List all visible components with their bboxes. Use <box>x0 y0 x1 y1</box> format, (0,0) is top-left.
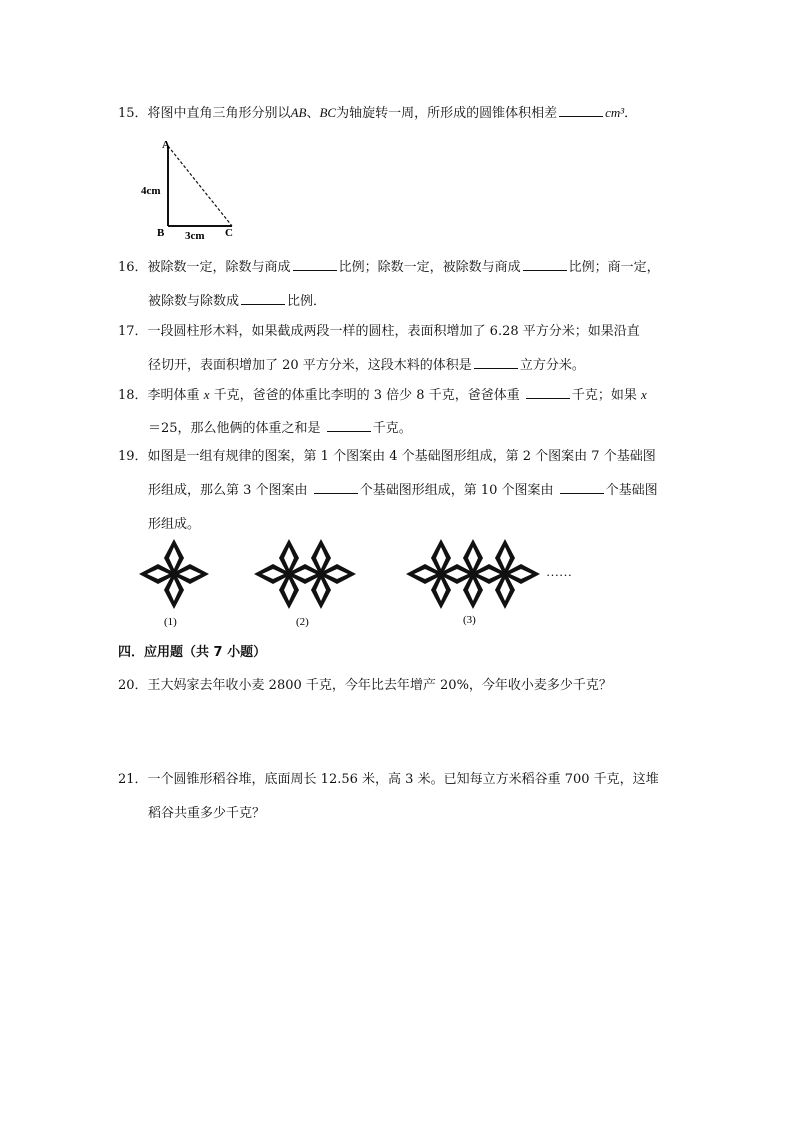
question-number: 20． <box>118 678 148 693</box>
question-text: 比例；除数一定，被除数与商成 <box>338 260 521 275</box>
question-text: 为轴旋转一周，所形成的圆锥体积相差 <box>336 106 558 121</box>
pattern-2 <box>254 539 356 609</box>
question-number: 19． <box>118 449 148 464</box>
question-number: 21． <box>118 772 148 787</box>
pattern-label-2: (2) <box>296 616 309 628</box>
question-15 <box>118 96 678 130</box>
answer-blank[interactable] <box>314 481 358 494</box>
question-text: 将图中直角三角形分别以 <box>147 106 291 121</box>
question-20 <box>118 669 678 703</box>
hypotenuse <box>168 146 232 226</box>
question-number: 15． <box>118 106 148 121</box>
answer-blank[interactable] <box>241 292 285 305</box>
ellipsis: …… <box>546 564 572 579</box>
right-triangle-figure <box>138 138 238 243</box>
answer-blank[interactable] <box>559 104 603 117</box>
question-text: 千克，爸爸的体重比李明的 3 倍少 8 千克，爸爸体重 <box>213 388 520 403</box>
period: ． <box>624 106 638 121</box>
question-text: 比例；商一定， <box>568 260 660 275</box>
section-heading: 四．应用题（共 7 小题） <box>118 645 267 660</box>
pattern-1 <box>139 539 209 609</box>
answer-blank[interactable] <box>293 258 337 271</box>
question-text: ＝25，那么他俩的体重之和是 <box>148 421 321 436</box>
question-number: 18． <box>118 388 148 403</box>
question-text: 形组成，那么第 3 个图案由 <box>148 483 308 498</box>
vertex-a: A <box>162 139 170 151</box>
question-text: 径切开，表面积增加了 20 平方分米，这段木料的体积是 <box>148 358 472 373</box>
answer-blank[interactable] <box>560 481 604 494</box>
label-ab: 4cm <box>141 185 161 197</box>
label-bc: 3cm <box>185 230 205 242</box>
answer-blank[interactable] <box>474 356 518 369</box>
question-text: 个基础图 <box>605 483 658 498</box>
question-text: 被除数一定，除数与商成 <box>147 260 291 275</box>
question-16 <box>118 251 678 319</box>
pattern-label-3: (3) <box>463 614 476 626</box>
question-text: 一段圆柱形木料，如果截成两段一样的圆柱，表面积增加了 6.28 平方分米；如果沿直 <box>147 324 640 339</box>
question-text: 一个圆锥形稻谷堆，底面周长 12.56 米，高 3 米。已知每立方米稻谷重 700 千克，这堆 <box>147 772 659 787</box>
question-text: 稻谷共重多少千克？ <box>148 806 266 821</box>
question-text: 千克；如果 <box>571 388 637 403</box>
pattern-figure <box>136 536 606 636</box>
question-text: 如图是一组有规律的图案，第 1 个图案由 4 个基础图形组成，第 2 个图案由 7 个基础图 <box>147 449 656 464</box>
segment-bc: BC <box>319 105 337 120</box>
question-text: 比例． <box>287 294 327 309</box>
question-text: 王大妈家去年收小麦 2800 千克，今年比去年增产 20%，今年收小麦多少千克？ <box>147 678 612 693</box>
pattern-label-1: (1) <box>164 616 177 628</box>
question-number: 16． <box>118 260 148 275</box>
variable-x: x <box>203 387 210 402</box>
pattern-3 <box>406 539 540 609</box>
question-17 <box>118 315 678 383</box>
segment-ab: AB <box>290 105 307 120</box>
question-text: 千克。 <box>372 421 412 436</box>
separator: 、 <box>306 106 320 121</box>
question-text: 形组成。 <box>148 517 201 532</box>
question-text: 被除数与除数成 <box>148 294 240 309</box>
question-text: 立方分米。 <box>519 358 585 373</box>
vertex-c: C <box>225 227 233 239</box>
answer-blank[interactable] <box>327 419 371 432</box>
question-text: 个基础图形组成，第 10 个图案由 <box>359 483 554 498</box>
answer-blank[interactable] <box>526 386 570 399</box>
question-19 <box>118 440 678 542</box>
question-21 <box>118 763 678 831</box>
variable-x: x <box>641 387 647 402</box>
vertex-b: B <box>157 227 165 239</box>
unit: cm³ <box>605 105 625 120</box>
answer-blank[interactable] <box>523 258 567 271</box>
question-18 <box>118 378 678 446</box>
question-number: 17． <box>118 324 148 339</box>
question-text: 李明体重 <box>147 388 200 403</box>
